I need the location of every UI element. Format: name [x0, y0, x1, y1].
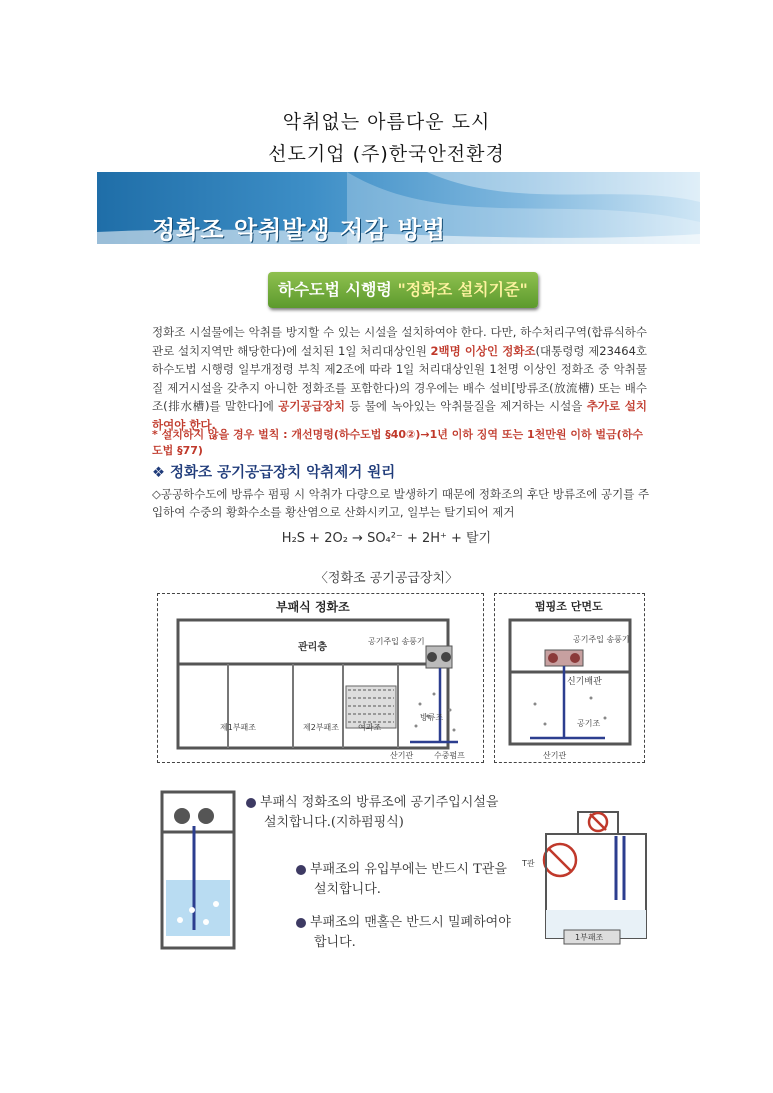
- label-right-blower: 공기주입 송풍기: [573, 635, 630, 644]
- bullet-1-line-2: 설치합니다.(지하펌핑식): [264, 815, 404, 830]
- section-title: ❖ 정화조 공기공급장치 악취제거 원리: [152, 465, 396, 481]
- label-outflow: 방류조: [420, 713, 444, 722]
- label-blower: 공기주입 송풍기: [368, 637, 425, 646]
- subtitle-prefix: 하수도법 시행령: [278, 280, 398, 299]
- label-tank1: 제1부패조: [220, 723, 257, 732]
- label-pipe: 산기관: [390, 751, 414, 760]
- chemical-formula: H₂S + 2O₂ → SO₄²⁻ + 2H⁺ + 탈기: [281, 531, 492, 546]
- label-pump: 수중펌프: [434, 751, 465, 760]
- label-aeration: 공기조: [577, 719, 601, 728]
- diagram-right-title: 펌핑조 단면도: [535, 600, 603, 613]
- bullet-2-line-2: 설치합니다.: [314, 882, 381, 897]
- subtitle-badge: [268, 272, 538, 308]
- diagram-left-title: 부패식 정화조: [276, 600, 350, 614]
- bullet-2: [296, 860, 507, 900]
- subtitle-highlight: "정화조 설치기준": [397, 280, 528, 299]
- label-management: 관리층: [298, 642, 327, 653]
- bullet-dot-icon: [296, 918, 306, 928]
- section-description: ◇공공하수도에 방류수 펌핑 시 악취가 다량으로 발생하기 때문에 정화조의 후단 방류조에 공기를 주입하여 수중의 황화수소를 황산염으로 산화시키고, 일부는 탈기되어 제거: [152, 487, 650, 519]
- label-filter: 여과조: [358, 723, 382, 732]
- septic-tank-drawing: [158, 594, 483, 762]
- header-line-1: 악취없는 아름다운 도시: [282, 111, 491, 133]
- para-highlight-3: 추가로 설치하여야 한다.: [152, 399, 647, 432]
- pumping-illustration: [160, 790, 236, 950]
- banner-title: 정화조 악취발생 저감 방법: [152, 216, 447, 244]
- label-t-pipe: T관: [522, 859, 535, 868]
- bullet-1: [246, 793, 498, 833]
- bullet-3-line-1: 부패조의 맨홀은 반드시 밀폐하여야: [310, 915, 511, 930]
- bullet-dot-icon: [296, 865, 306, 875]
- para-text-1: 정화조 시설물에는 악취를 방지할 수 있는 시설을 설치하여야 한다. 다만, 하수처리구역(합류식하수관로 설치지역만 해당한다)에 설치된 1일 처리대상인원: [152, 325, 647, 358]
- bullet-1-line-1: 부패식 정화조의 방류조에 공기주입시설을: [260, 795, 499, 810]
- figure-caption: 〈정화조 공기공급장치〉: [314, 571, 459, 586]
- regulation-paragraph: [152, 323, 647, 434]
- para-highlight-2: 공기공급장치: [278, 399, 345, 413]
- label-vent: 신기배관: [567, 677, 602, 687]
- para-highlight-1: 2백명 이상인 정화조: [430, 343, 536, 358]
- septic-tank-diagram: [157, 593, 484, 763]
- pumping-tank-diagram: [494, 593, 645, 763]
- penalty-note: * 설치하지 않을 경우 벌칙 : 개선명령(하수도법 §40②)→1년 이하 징역 또는 1천만원 이하 벌금(하수도법 §77): [152, 428, 643, 457]
- bullet-dot-icon: [246, 798, 256, 808]
- bullet-2-line-1: 부패조의 유입부에는 반드시 T관을: [310, 862, 507, 877]
- label-right-pipe: 산기관: [543, 751, 567, 760]
- label-tank2: 제2부패조: [303, 723, 340, 732]
- label-tank-1: 1부패조: [575, 933, 604, 942]
- bullet-3-line-2: 합니다.: [314, 935, 356, 950]
- para-text-2: (대통령령 제23464호 하수도법 시행령 일부개정령 부칙 제2조에 따라 1일 처리대상인원 1천명 이상인 정화조 중 악취물질 제거시설을 갖추지 아니한 정화조를 포함한다)의 경우에는 배수 설비[방류조(放流槽) 또는 배수조(排水槽)를 말한다]에: [152, 343, 647, 413]
- title-banner: [97, 172, 700, 244]
- bullet-3: [296, 913, 511, 953]
- para-text-3: 등 물에 녹아있는 악취물질을 제거하는 시설을: [344, 399, 587, 413]
- manhole-illustration: [520, 810, 650, 950]
- header-line-2: 선도기업 (주)한국안전환경: [268, 143, 505, 165]
